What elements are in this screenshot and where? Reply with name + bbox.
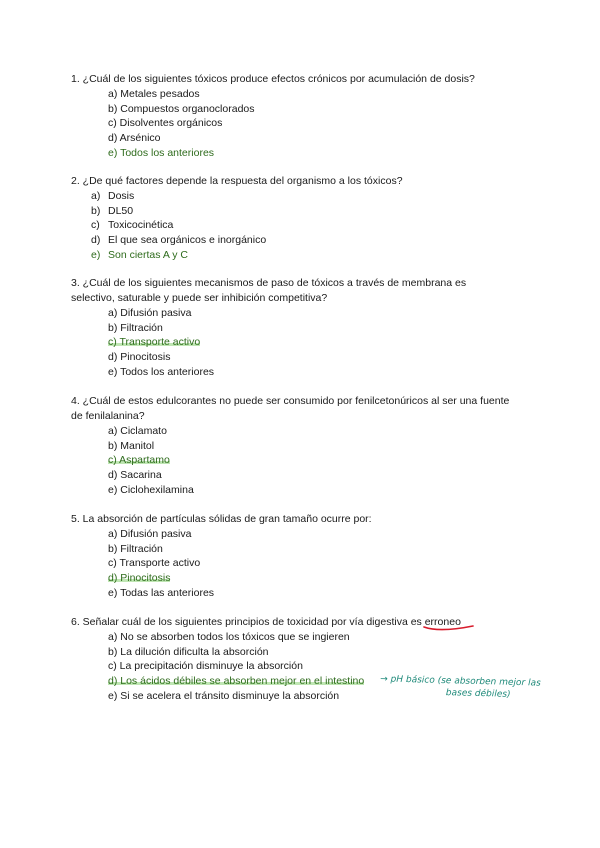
- question-4: [71, 394, 511, 498]
- option-a: a) Difusión pasiva: [108, 528, 192, 540]
- question-stem: 6. Señalar cuál de los siguientes principios de toxicidad por vía digestiva es erroneo: [71, 615, 511, 630]
- option-e: e) Todas las anteriores: [108, 586, 215, 599]
- underlined-word: erroneo: [425, 616, 461, 628]
- option-c: c) La precipitación disminuye la absorción: [108, 660, 303, 673]
- option-e: e) Si se acelera el tránsito disminuye la absorción: [108, 689, 340, 702]
- option-e: e) Todos los anteriores: [108, 365, 215, 378]
- option-b: b) La dilución dificulta la absorción: [108, 645, 269, 658]
- question-1: [71, 72, 511, 161]
- option-c-correct: c) Aspartamo: [108, 454, 170, 467]
- option-d: d) Pinocitosis: [108, 351, 171, 364]
- option-b: b) Filtración: [108, 542, 163, 555]
- question-stem: 3. ¿Cuál de los siguientes mecanismos de paso de tóxicos a través de membrana es selectivo, saturable y puede ser inhibición competitiva?: [71, 277, 467, 304]
- note-line-2: bases débiles): [445, 688, 511, 700]
- option-b: b) DL50: [91, 204, 134, 217]
- question-stem: 5. La absorción de partículas sólidas de gran tamaño ocurre por:: [71, 513, 372, 525]
- option-c-correct: c) Transporte activo: [108, 336, 201, 349]
- option-b: b) Compuestos organoclorados: [108, 102, 255, 115]
- question-stem: 4. ¿Cuál de estos edulcorantes no puede ser consumido por fenilcetonúricos al ser una fuente de fenilalanina?: [71, 395, 510, 422]
- red-underline-mark: [423, 624, 475, 632]
- option-a: a) No se absorben todos los tóxicos que se ingieren: [108, 631, 350, 643]
- option-b: b) Manitol: [108, 439, 155, 452]
- option-b: b) Filtración: [108, 321, 163, 334]
- option-d: d) Arsénico: [108, 132, 161, 145]
- option-c: c) Toxicocinética: [91, 219, 174, 232]
- question-5: [71, 512, 511, 601]
- option-c: c) Disolventes orgánicos: [108, 117, 223, 130]
- option-e: e) Ciclohexilamina: [108, 483, 194, 496]
- option-d: d) Sacarina: [108, 469, 162, 482]
- option-e-correct: e) Son ciertas A y C: [91, 248, 188, 261]
- option-a: a) Ciclamato: [108, 425, 167, 437]
- question-3: [71, 276, 511, 380]
- option-a: a) Metales pesados: [108, 88, 200, 100]
- option-e-correct: e) Todos los anteriores: [108, 146, 215, 159]
- option-list: [71, 306, 511, 380]
- option-d-correct: d) Los ácidos débiles se absorben mejor en el intestino: [108, 675, 365, 688]
- option-list: [71, 424, 511, 498]
- option-list: [71, 189, 511, 263]
- option-a: a) Dosis: [91, 190, 135, 202]
- option-a: a) Difusión pasiva: [108, 307, 192, 319]
- option-list: [71, 87, 511, 161]
- option-d: d) El que sea orgánicos e inorgánico: [91, 234, 267, 247]
- option-c: c) Transporte activo: [108, 557, 201, 570]
- option-d-correct: d) Pinocitosis: [108, 572, 171, 585]
- question-stem: 1. ¿Cuál de los siguientes tóxicos produce efectos crónicos por acumulación de dosis?: [71, 73, 475, 85]
- note-line-1: → pH básico (se absorben mejor las: [380, 674, 541, 689]
- question-stem: 2. ¿De qué factores depende la respuesta del organismo a los tóxicos?: [71, 175, 403, 187]
- question-2: [71, 174, 511, 263]
- option-list: [71, 527, 511, 601]
